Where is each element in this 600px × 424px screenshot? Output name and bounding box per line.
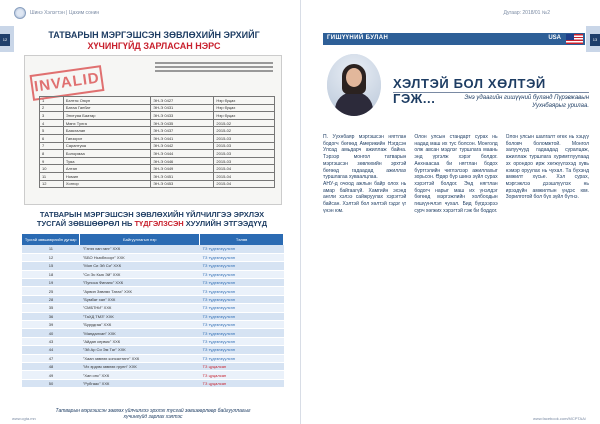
org-name-cell: "ББО Ньюблоорг" ХХК: [80, 253, 200, 261]
document-cell: ЭН-Э 0427: [151, 97, 214, 105]
left-title-line2: ХҮЧИНГҮЙД ЗАРЛАСАН НЭРС: [87, 41, 221, 51]
document-cell: 5: [40, 127, 64, 135]
document-cell: 2015-04: [214, 165, 275, 173]
left-page-number: 12: [0, 34, 10, 46]
org-name-cell: "Арвин Зөвлөх Татах" ХХК: [80, 287, 200, 295]
document-row: [40, 142, 275, 150]
document-cell: ЭН-Э 0433: [151, 112, 214, 120]
license-number-cell: 35: [22, 304, 80, 312]
status-cell: ТЗ түдгэлзүүлсэн: [200, 270, 284, 278]
org-name-cell: "Гэгээ хан ганг" ХХК: [80, 245, 200, 253]
license-number-cell: 12: [22, 253, 80, 261]
document-cell: 9: [40, 157, 64, 165]
document-cell: ЭН-Э 0431: [151, 104, 214, 112]
right-header-text: Дугаар: 2018/01 №2: [503, 10, 550, 16]
table-row: [22, 346, 284, 354]
license-number-cell: 40: [22, 329, 80, 337]
table-row: [22, 295, 284, 303]
document-cell: 2015-03: [214, 142, 275, 150]
table-row: [22, 312, 284, 320]
org-name-cell: "Си Эс Кью Эй" ХХК: [80, 270, 200, 278]
document-cell: 2015-04: [214, 180, 275, 188]
member-portrait: [327, 54, 381, 116]
license-number-cell: 50: [22, 379, 80, 387]
document-row: [40, 97, 275, 105]
document-cell: Баясгалан: [63, 127, 150, 135]
document-row: [40, 119, 275, 127]
document-cell: Ганзориг: [63, 134, 150, 142]
document-cell: 11: [40, 172, 64, 180]
status-cell: ТЗ түдгэлзүүлсэн: [200, 329, 284, 337]
document-cell: 7: [40, 142, 64, 150]
license-number-cell: 36: [22, 312, 80, 320]
document-row: [40, 180, 275, 188]
status-cell: ТЗ түдгэлзүүлсэн: [200, 354, 284, 362]
org-name-cell: "Айдан сервис" ХХК: [80, 337, 200, 345]
org-name-cell: "Мандалхан" ХХК: [80, 329, 200, 337]
document-cell: 2015-03: [214, 157, 275, 165]
document-cell: 10: [40, 165, 64, 173]
document-cell: Хонгор: [63, 180, 150, 188]
invalid-stamp: INVALID: [30, 65, 105, 101]
table-row: [22, 262, 284, 270]
document-cell: Номин: [63, 172, 150, 180]
article-columns: [323, 134, 589, 402]
document-cell: Батаа Ганбат: [63, 104, 150, 112]
usa-flag-icon: [566, 34, 583, 44]
left-header-text: Шинэ Хэлэгтэн | Цахим сонин: [30, 10, 100, 16]
section-name: ГИШҮҮНИЙ БУЛАН: [327, 35, 389, 41]
document-cell: Бэлтэс Оюун: [63, 97, 150, 105]
left-footnote-line2: хүчингүйд зарлах хэлтэс: [123, 414, 183, 420]
subtitle-part-red: ТҮДГЭЛЗСЭН: [134, 219, 184, 228]
document-cell: 12: [40, 180, 64, 188]
document-cell: ЭН-Э 0451: [151, 172, 214, 180]
license-number-cell: 47: [22, 354, 80, 362]
org-name-cell: "Бумбат хан" ХХК: [80, 295, 200, 303]
document-row: [40, 104, 275, 112]
document-cell: 4: [40, 119, 64, 127]
table-row: [22, 245, 284, 253]
left-subtitle-line2: [20, 219, 284, 228]
document-cell: 2015-03: [214, 134, 275, 142]
table-row: [22, 287, 284, 295]
article-column-1: [323, 134, 406, 402]
article-column-1-body: АНУ-д очоод ажлын байр олох нь амар байгаагүй. Хамгийн эхэнд англи хэлээ сайжруулах хэрэгтэй байсан. Хэлтэй бол хөлтэй гэдэг үг үнэн юм.: [323, 180, 407, 214]
status-cell: ТЗ цуцалсан: [200, 371, 284, 379]
license-number-cell: 39: [22, 321, 80, 329]
section-country: USA: [548, 35, 561, 41]
document-row: [40, 127, 275, 135]
license-number-cell: 15: [22, 262, 80, 270]
status-cell: ТЗ түдгэлзүүлсэн: [200, 312, 284, 320]
right-page: [300, 0, 600, 424]
document-cell: ЭН-Э 0437: [151, 127, 214, 135]
document-cell: 2015-03: [214, 150, 275, 158]
document-row: [40, 134, 275, 142]
status-cell: ТЗ түдгэлзүүлсэн: [200, 279, 284, 287]
document-cell: ЭН-Э 0444: [151, 150, 214, 158]
left-title: [24, 30, 284, 52]
document-cell: 1: [40, 97, 64, 105]
right-page-number: 13: [590, 34, 600, 46]
subline-line2: Уухнбаярыг урилаа.: [532, 103, 589, 109]
table-row: [22, 304, 284, 312]
license-number-cell: 28: [22, 295, 80, 303]
left-footer[interactable]: www.cgta.mn: [12, 416, 36, 421]
org-name-cell: "Пуноса Финанс" ХХК: [80, 279, 200, 287]
org-name-cell: "Эй Ар Си Эм Таг" ХХК: [80, 346, 200, 354]
table-row: [22, 354, 284, 362]
document-cell: Алтан: [63, 165, 150, 173]
org-name-cell: "Хан онс" ХХК: [80, 371, 200, 379]
header-org-name: Байгууллагын нэр: [80, 234, 200, 245]
subline-line1: Энэ удаагийн гишүүний буланд Пүрэвжавын: [464, 95, 589, 101]
document-cell: 2015-04: [214, 172, 275, 180]
document-cell: 2015-02: [214, 119, 275, 127]
section-bar: [323, 33, 585, 45]
table-row: [22, 253, 284, 261]
article-headline: ХЭЛТЭЙ БОЛ ХӨЛТЭЙ ГЭЖ...: [393, 76, 546, 106]
left-subtitle-line1: ТАТВАРЫН МЭРГЭШСЭН ЗӨВЛӨХИЙН ҮЙЛЧИЛГЭЭ ЭРХЛЭХ: [39, 210, 265, 219]
document-row: [40, 165, 275, 173]
left-title-line1: ТАТВАРЫН МЭРГЭШСЭН ЗӨВЛӨХИЙН ЭРХИЙГ: [48, 30, 260, 40]
left-header: [14, 6, 99, 20]
table-row: [22, 270, 284, 278]
org-name-cell: "Бурудгаа" ХХК: [80, 321, 200, 329]
document-cell: 8: [40, 150, 64, 158]
status-cell: ТЗ түдгэлзүүлсэн: [200, 321, 284, 329]
document-cell: ЭН-Э 0449: [151, 165, 214, 173]
document-cell: ЭН-Э 0441: [151, 134, 214, 142]
table-row: [22, 379, 284, 387]
scanned-document-image: [24, 55, 282, 205]
license-number-cell: 18: [22, 270, 80, 278]
document-cell: 6: [40, 134, 64, 142]
subtitle-part-post: ХУУЛИЙН ЭТГЭЭДҮҮД: [183, 219, 268, 228]
document-cell: ЭН-Э 0453: [151, 180, 214, 188]
license-number-cell: 44: [22, 346, 80, 354]
document-cell: Нэр буцах: [214, 112, 275, 120]
document-cell: 3: [40, 112, 64, 120]
table-row: [22, 329, 284, 337]
article-subline: [413, 94, 589, 110]
org-name-cell: "СМБТНИ" ХХК: [80, 304, 200, 312]
document-cell: Энхтуяа Баатар: [63, 112, 150, 120]
document-cell: Туяа: [63, 157, 150, 165]
document-cell: Болормаа: [63, 150, 150, 158]
subtitle-part-pre: ТУСГАЙ ЗӨВШӨӨРӨЛ НЬ: [36, 219, 135, 228]
table-row: [22, 321, 284, 329]
header-license-no: Тусгай зөвшөөрлийн дугаар: [22, 234, 80, 245]
right-header: [504, 6, 550, 20]
header-status: Төлөв: [200, 234, 284, 245]
status-cell: ТЗ түдгэлзүүлсэн: [200, 245, 284, 253]
headline-divider: [393, 92, 589, 93]
document-cell: ЭН-Э 0442: [151, 142, 214, 150]
document-cell: ЭН-Э 0446: [151, 157, 214, 165]
article-column-3: Олон улсын шалгалт өгөх нь хэцүү боловч боломжтой. Монгол залуучууд гадаадад суралцаж, ажиллаж туршлага хуримтлуулаад эх орондоо ирж хөгжүүлэхэд хувь нэмэр оруулах нь чухал. Та бүхэнд амжилт хүсье. Хэл сурах, мэргэжлээ дээшлүүлэх нь ирээдүйн амжилтын үндэс юм. Зорилготой бол бүх зүйл бүтнэ.: [505, 134, 589, 201]
status-cell: ТЗ түдгэлзүүлсэн: [200, 337, 284, 345]
association-logo-icon: [14, 7, 26, 19]
license-number-cell: 11: [22, 245, 80, 253]
org-name-cell: "ТаХД ТМЗ" ХХК: [80, 312, 200, 320]
license-number-cell: 43: [22, 337, 80, 345]
document-cell: Нэр буцах: [214, 97, 275, 105]
table-row: [22, 337, 284, 345]
table-row: [22, 362, 284, 370]
suspended-licenses-table: [22, 234, 284, 388]
document-cell: ЭН-Э 0435: [151, 119, 214, 127]
document-cell: 2015-02: [214, 127, 275, 135]
document-row: [40, 112, 275, 120]
article-column-2: Олон улсын стандарт сурах нь надад маш их тус болсон. Монголд олж авсан мэдлэг туршлага маань энд үргэлж хэрэг болдог. Анхнаасаа би нягтлан бодох бүртгэлийн чиглэлээр ажиллахыг зорьсон. Өдөр бүр шинэ зүйл сурах хэрэгтэй болдог. Энд нягтлан бодогч нарыг маш их үнэлдэг бөгөөд мэргэжлийн холбоодын гишүүнчлэл чухал. Бид бүгдээрээ сурч хөгжих хэрэгтэй гэж би боддог.: [414, 134, 498, 214]
document-cell: Мөнх Тулга: [63, 119, 150, 127]
document-letterhead: [155, 60, 273, 78]
status-cell: ТЗ түдгэлзүүлсэн: [200, 346, 284, 354]
license-number-cell: 25: [22, 287, 80, 295]
document-cell: Нэр буцах: [214, 104, 275, 112]
left-footnote: [22, 408, 284, 420]
org-name-cell: "Рубгаас" ХХК: [80, 379, 200, 387]
status-cell: ТЗ түдгэлзүүлсэн: [200, 287, 284, 295]
status-cell: ТЗ түдгэлзүүлсэн: [200, 262, 284, 270]
right-footer[interactable]: www.facebook.com/MCPTAA/: [532, 416, 586, 421]
org-name-cell: "Хаан зөвлөх консалтинг" ХХК: [80, 354, 200, 362]
org-name-cell: "Мон Си Эй Си" ХХК: [80, 262, 200, 270]
document-table: [39, 96, 275, 188]
license-number-cell: 48: [22, 362, 80, 370]
document-row: [40, 157, 275, 165]
license-number-cell: 49: [22, 371, 80, 379]
document-row: [40, 150, 275, 158]
status-cell: ТЗ цуцалсан: [200, 379, 284, 387]
status-cell: ТЗ цуцалсан: [200, 362, 284, 370]
document-row: [40, 172, 275, 180]
left-footnote-line1: Татварын мэргэшсэн зөвлөх үйлчилгээ эрхлэх тусгай зөвшөөрлөөр байгууллагыг: [55, 408, 251, 414]
license-number-cell: 19: [22, 279, 80, 287]
status-cell: ТЗ түдгэлзүүлсэн: [200, 295, 284, 303]
table-header-row: [22, 234, 284, 245]
article-lead: П. Уухнбаяр мэргэшсэн нягтлан бодогч бөгөөд Америкийн Нэгдсэн Улсад амьдарч ажиллаж байна. Тэрээр монгол татварын мэргэшсэн зөвлөхийн эрхтэй бөгөөд гадаадад ажиллах туршлагаа хуваалцлаа.: [323, 134, 407, 181]
table-row: [22, 279, 284, 287]
org-name-cell: "Их эрдэм зөвлөх групп" ХХК: [80, 362, 200, 370]
status-cell: ТЗ түдгэлзүүлсэн: [200, 253, 284, 261]
document-cell: Сарантуяа: [63, 142, 150, 150]
status-cell: ТЗ түдгэлзүүлсэн: [200, 304, 284, 312]
table-row: [22, 371, 284, 379]
document-cell: 2: [40, 104, 64, 112]
left-subtitle: [20, 210, 284, 228]
